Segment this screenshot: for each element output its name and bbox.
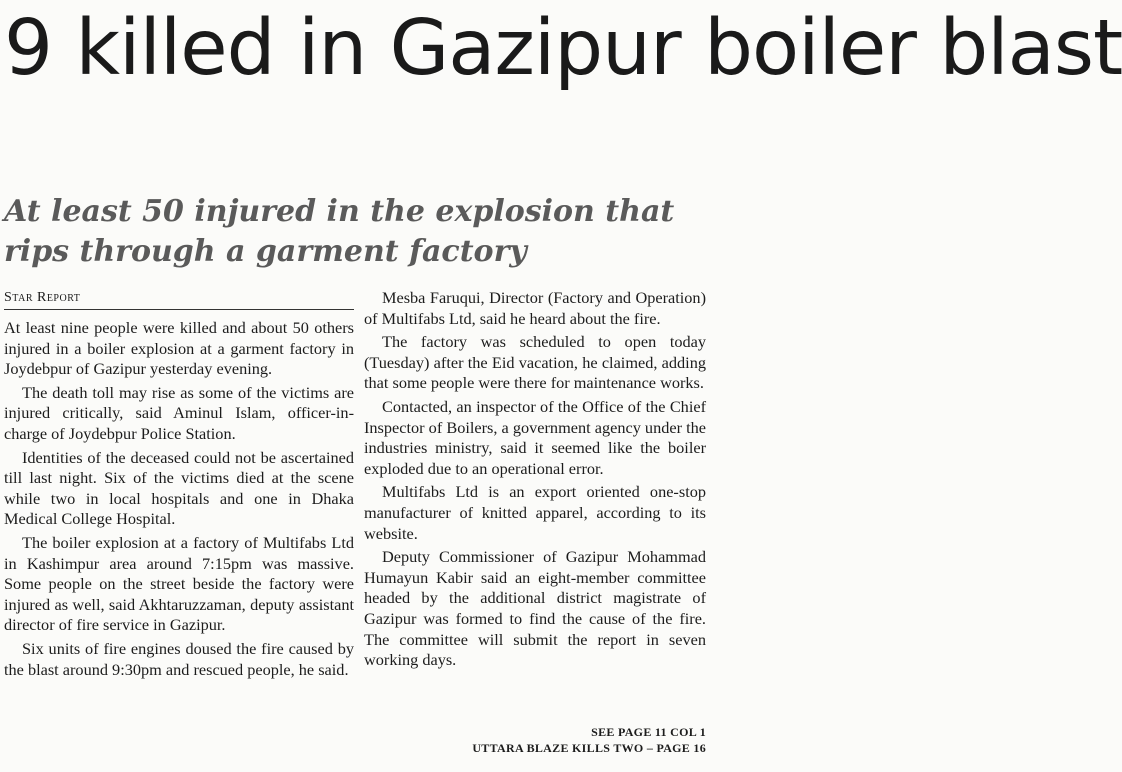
paragraph: Contacted, an inspector of the Office of the Chief Inspector of Boilers, a government agency under the industries ministry, said it seemed like the boiler exploded due to an operational error. [364,396,706,478]
paragraph: The boiler explosion at a factory of Multifabs Ltd in Kashimpur area around 7:15pm was massive. Some people on the street beside the factory were injured as well, said Akhtaruzzaman, deputy assistant director of fire service in Gazipur. [4,532,354,635]
paragraph: Identities of the deceased could not be ascertained till last night. Six of the victims died at the scene while two in local hospitals and one in Dhaka Medical College Hospital. [4,447,354,529]
byline-text: Star Report [4,290,81,305]
paragraph: Six units of fire engines doused the fire caused by the blast around 9:30pm and rescued people, he said. [4,638,354,679]
continued-on-page: SEE PAGE 11 COL 1 [591,725,706,739]
article-column-right [364,288,706,674]
subheadline: At least 50 injured in the explosion that rips through a garment factory [4,194,675,269]
paragraph: The factory was scheduled to open today (Tuesday) after the Eid vacation, he claimed, adding that some people were there for maintenance works. [364,332,706,393]
paragraph: Mesba Faruqui, Director (Factory and Operation) of Multifabs Ltd, said he heard about the fire. [364,288,706,328]
related-story-reference: UTTARA BLAZE KILLS TWO – PAGE 16 [472,741,706,755]
paragraph: Deputy Commissioner of Gazipur Mohammad Humayun Kabir said an eight-member committee headed by the additional district magistrate of Gazipur was formed to find the cause of the fire. The committee will submit the report in seven working days. [364,547,706,670]
paragraph: The death toll may rise as some of the victims are injured critically, said Aminul Islam, officer-in-charge of Joydebpur Police Station. [4,382,354,443]
paragraph: At least nine people were killed and about 50 others injured in a boiler explosion at a garment factory in Joydebpur of Gazipur yesterday evening. [4,318,354,379]
byline [4,290,354,310]
article-column-left [4,318,354,683]
headline: 9 killed in Gazipur boiler blast [4,4,1122,93]
paragraph: Multifabs Ltd is an export oriented one-stop manufacturer of knitted apparel, according to its website. [364,482,706,543]
